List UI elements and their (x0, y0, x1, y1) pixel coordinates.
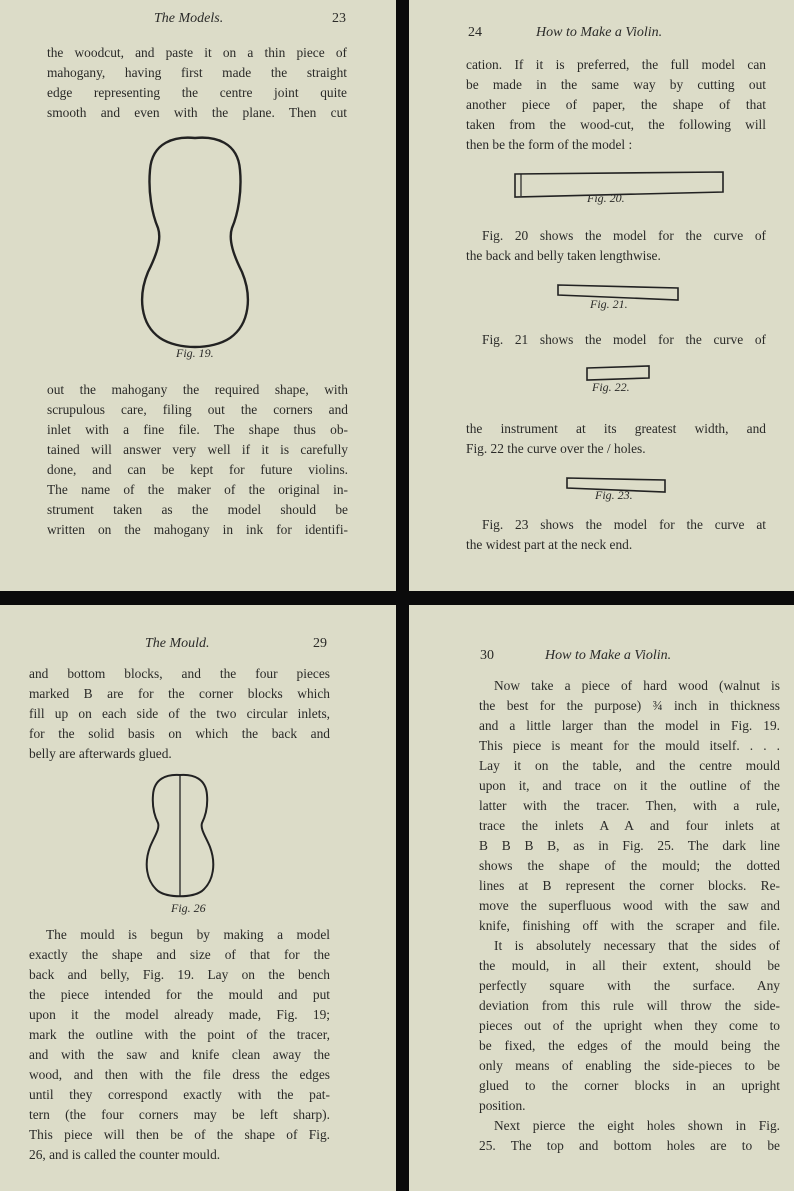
text-line: trace the inlets A A and four inlets at (479, 818, 780, 833)
text-line: tern (the four corners may be left sharp). (29, 1107, 330, 1122)
text-line: the woodcut, and paste it on a thin piece of (47, 45, 347, 60)
text-line: This piece will then be of the shape of Fig. (29, 1127, 330, 1142)
page-number: 30 (480, 648, 494, 663)
fig23-label: Fig. 23. (595, 488, 633, 502)
text-line: Lay it on the table, and the centre mould (479, 758, 780, 773)
text-line: pieces out of the upright when they come to (479, 1018, 780, 1033)
text-line: knife, finishing off with the scraper and file. (479, 918, 780, 933)
page-30 (409, 605, 794, 1191)
text-line: be fixed, the edges of the mould being the (479, 1038, 780, 1053)
text-line: fill up on each side of the two circular inlets, (29, 706, 330, 721)
text-line: cation. If it is preferred, the full model can (466, 57, 766, 72)
text-line: the mould, in all their extent, should be (479, 958, 780, 973)
text-line: lines at B represent the corner blocks. Re- (479, 878, 780, 893)
page-29 (0, 605, 396, 1191)
text-line: then be the form of the model : (466, 137, 633, 152)
page-number: 29 (313, 636, 327, 651)
text-line: and a little larger than the model in Fig. 19. (479, 718, 780, 733)
text-line: done, and can be kept for future violins. (47, 462, 348, 477)
text-line: tained will answer very well if it is carefully (47, 442, 348, 457)
text-line: Next pierce the eight holes shown in Fig. (494, 1118, 780, 1133)
fig22-label: Fig. 22. (592, 380, 630, 394)
text-line: shows the shape of the mould; the dotted (479, 858, 780, 873)
text-line: scrupulous care, filing out the corners and (47, 402, 348, 417)
fig21-label: Fig. 21. (590, 297, 628, 311)
caption-line: Fig. 23 shows the model for the curve at (482, 517, 766, 532)
text-line: out the mahogany the required shape, with (47, 382, 348, 397)
text-line: inlet with a fine file. The shape thus ob- (47, 422, 348, 437)
caption-line: the instrument at its greatest width, and (466, 421, 766, 436)
text-line: deviation from this rule will throw the side- (479, 998, 780, 1013)
caption-line: the widest part at the neck end. (466, 537, 633, 552)
text-line: position. (479, 1098, 526, 1113)
caption-line: Fig. 22 the curve over the / holes. (466, 441, 646, 456)
header-title: How to Make a Violin. (545, 648, 672, 663)
text-line: taken from the wood-cut, the following will (466, 117, 766, 132)
text-line: 26, and is called the counter mould. (29, 1147, 221, 1162)
text-line: The name of the maker of the original in- (47, 482, 348, 497)
text-line: upon it the model already made, Fig. 19; (29, 1007, 330, 1022)
text-line: written on the mahogany in ink for identifi- (47, 522, 348, 537)
page-23 (0, 0, 396, 591)
text-line: belly are afterwards glued. (29, 746, 172, 761)
text-line: the piece intended for the mould and put (29, 987, 330, 1002)
text-line: only means of enabling the side-pieces to be (479, 1058, 780, 1073)
text-line: wood, and then with the file dress the edges (29, 1067, 330, 1082)
text-line: the best for the purpose) ¾ inch in thickness (479, 698, 780, 713)
text-line: marked B are for the corner blocks which (29, 686, 330, 701)
text-line: Now take a piece of hard wood (walnut is (494, 678, 780, 693)
header-title: The Models. (154, 11, 224, 26)
text-line: perfectly square with the surface. Any (479, 978, 780, 993)
caption-line: Fig. 21 shows the model for the curve of (482, 332, 766, 347)
text-line: latter with the tracer. Then, with a rule, (479, 798, 780, 813)
text-line: It is absolutely necessary that the sides of (494, 938, 780, 953)
text-line: until they correspond exactly with the pat- (29, 1087, 330, 1102)
text-line: mahogany, having first made the straight (47, 65, 347, 80)
text-line: another piece of paper, the shape of that (466, 97, 766, 112)
text-line: be made in the same way by cutting out (466, 77, 766, 92)
text-line: back and belly, Fig. 19. Lay on the bench (29, 967, 330, 982)
text-line: upon it, and trace on it the outline of the (479, 778, 780, 793)
text-line: glued to the corner blocks in an upright (479, 1078, 780, 1093)
page-number: 24 (468, 25, 482, 40)
fig20-label: Fig. 20. (587, 191, 625, 205)
text-line: B B B B, as in Fig. 25. The dark line (479, 838, 780, 853)
text-line: mark the outline with the point of the tracer, (29, 1027, 330, 1042)
text-line: smooth and even with the plane. Then cut (47, 105, 347, 120)
caption-line: Fig. 20 shows the model for the curve of (482, 228, 766, 243)
page-24 (409, 0, 794, 591)
header-title: How to Make a Violin. (536, 25, 663, 40)
text-line: The mould is begun by making a model (46, 927, 330, 942)
text-line: exactly the shape and size of that for the (29, 947, 330, 962)
text-line: 25. The top and bottom holes are to be (479, 1138, 780, 1153)
caption-line: the back and belly taken lengthwise. (466, 248, 661, 263)
header-title: The Mould. (145, 636, 210, 651)
text-line: for the solid basis on which the back and (29, 726, 330, 741)
counter-mould-figure (140, 771, 220, 901)
page-number: 23 (332, 11, 346, 26)
text-line: edge representing the centre joint quite (47, 85, 347, 100)
text-line: move the superfluous wood with the saw and (479, 898, 780, 913)
text-line: and bottom blocks, and the four pieces (29, 666, 330, 681)
figure-label: Fig. 19. (176, 346, 214, 360)
violin-model-figure (130, 132, 260, 352)
text-line: and with the saw and knife clean away the (29, 1047, 330, 1062)
text-line: This piece is meant for the mould itself. . . . (479, 738, 780, 753)
text-line: strument taken as the model should be (47, 502, 348, 517)
figure-label: Fig. 26 (171, 901, 206, 915)
